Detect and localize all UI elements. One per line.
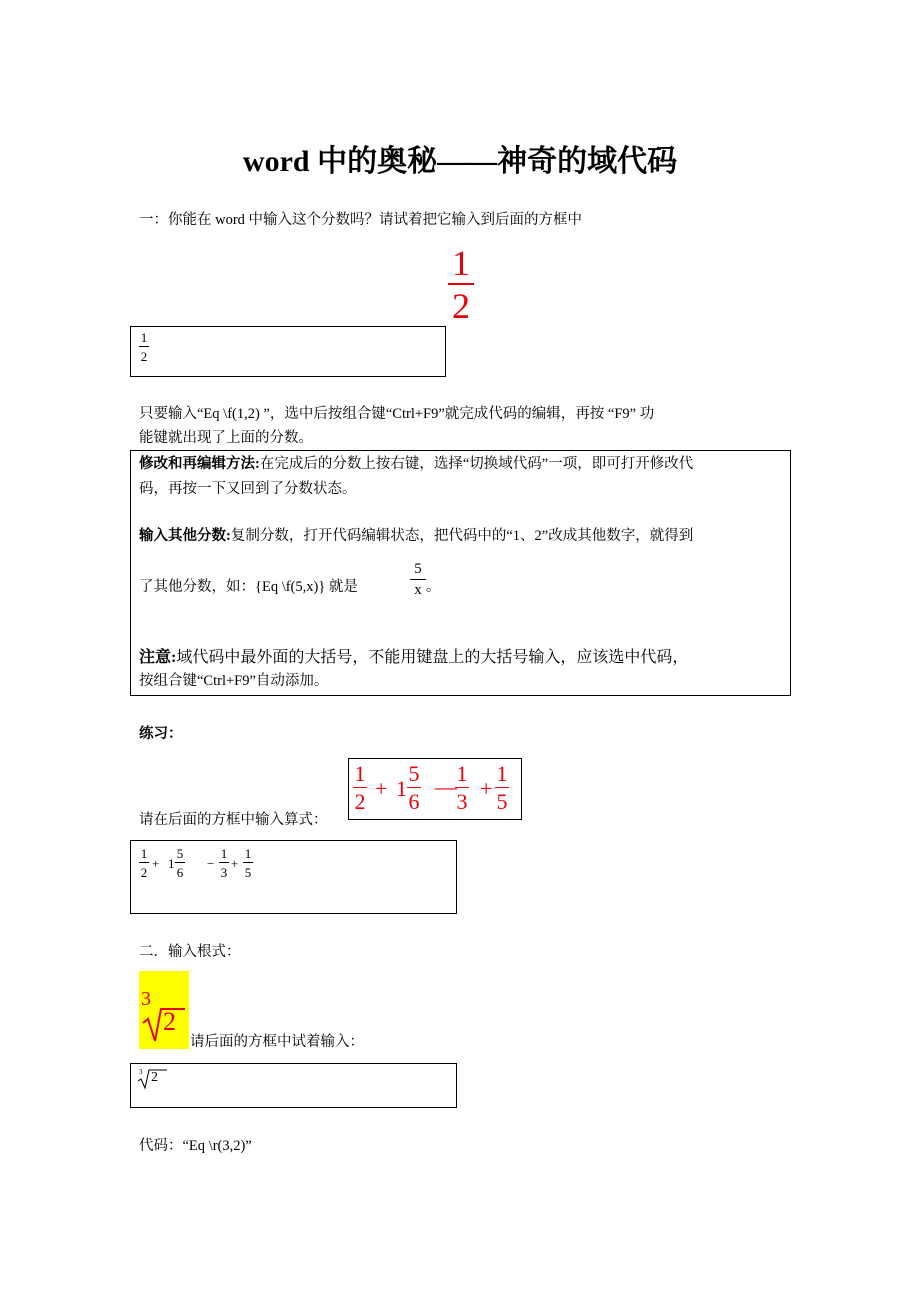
answer-radical-index: 3 [139,1068,143,1076]
note-line1 [139,646,688,670]
radical-answer-box[interactable] [130,1063,457,1108]
answer-radicand: 2 [151,1070,158,1085]
expr-fraction-3 [455,763,469,813]
answer-op-plus-1: + [152,856,160,871]
answer-fraction-denominator: 2 [139,346,149,363]
page-title: word 中的奥秘——神奇的域代码 [242,145,678,178]
note-text: 域代码中最外面的大括号，不能用键盘上的大括号输入，应该选中代码， [176,649,689,666]
expr-whole: 1 [396,776,407,801]
expr-fraction-2 [407,763,421,813]
expr-fraction-1-den: 2 [354,789,366,814]
answer-op-minus: − [207,856,215,871]
edit-tip-line1 [139,452,693,476]
expr-fraction-2-den: 6 [408,789,420,814]
answer-fraction-3 [219,847,229,879]
expr-fraction-1-num: 1 [354,761,366,786]
answer-whole: 1 [168,856,175,871]
edit-tip-heading: 修改和再编辑方法: [139,456,260,472]
answer-fraction-1-num: 1 [140,846,148,861]
answer-fraction-4 [243,847,253,879]
answer-fraction-1 [139,847,149,879]
expr-fraction-2-num: 5 [408,761,420,786]
big-fraction-numerator: 1 [452,243,470,283]
other-tip-heading: 输入其他分数: [139,528,231,544]
answer-fraction-1-den: 2 [139,862,149,879]
answer-fraction [139,331,149,363]
expr-op-plus-2: + [480,776,493,801]
answer-fraction-2-num: 5 [176,846,184,861]
answer-fraction-4-num: 1 [244,846,252,861]
answer-box-fraction[interactable] [130,326,446,377]
explanation-line1: 只要输入“Eq \f(1,2) ”，选中后按组合键“Ctrl+F9”就完成代码的编辑，再按 “F9” 功 [139,406,655,422]
big-fraction [448,245,474,324]
example-fraction-denominator: x [410,579,426,598]
other-tip-text: 复制分数，打开代码编辑状态，把代码中的“1、2”改成其他数字，就得到 [230,528,694,544]
answer-fraction-numerator: 1 [140,330,148,345]
answer-fraction-4-den: 5 [243,862,253,879]
radical-example [139,971,189,1049]
expr-op-plus-1: + [375,776,388,801]
section2-prompt: 请后面的方框中试着输入： [190,1034,364,1050]
expr-fraction-3-num: 1 [456,761,468,786]
other-tip-end: 。 [426,579,441,595]
example-fraction [410,562,426,598]
example-fraction-numerator: 5 [414,561,422,577]
radicand: 2 [163,1007,176,1036]
expr-op-minus: — [435,774,457,799]
big-fraction-denominator: 2 [448,283,474,324]
section1-question: 一：你能在 word 中输入这个分数吗？请试着把它输入到后面的方框中 [139,212,583,228]
expr-fraction-4-den: 5 [496,789,508,814]
edit-tip-line2: 码，再按一下又回到了分数状态。 [139,481,357,497]
practice-answer-box[interactable] [130,840,457,914]
expr-fraction-3-den: 3 [456,789,468,814]
other-tip-line1 [139,524,693,548]
radical-index: 3 [141,988,151,1010]
other-tip-line2 [139,575,358,599]
other-tip-text2: 了其他分数，如：{Eq \f(5,x)} 就是 [139,579,358,595]
answer-fraction-3-num: 1 [220,846,228,861]
answer-op-plus-2: + [231,856,239,871]
answer-fraction-2 [175,847,185,879]
note-heading: 注意: [139,649,177,666]
answer-fraction-2-den: 6 [175,862,185,879]
expr-fraction-4-num: 1 [496,761,508,786]
edit-tip-text: 在完成后的分数上按右键，选择“切换域代码”一项，即可打开修改代 [259,456,694,472]
answer-fraction-3-den: 3 [219,862,229,879]
practice-prompt: 请在后面的方框中输入算式： [139,812,328,828]
note-line2: 按组合键“Ctrl+F9”自动添加。 [139,673,329,689]
section2-heading: 二．输入根式： [139,944,241,960]
expr-fraction-1 [353,763,367,813]
practice-heading: 练习： [139,726,183,742]
practice-expression [348,758,522,820]
expr-fraction-4 [495,763,509,813]
section2-code: 代码：“Eq \r(3,2)” [139,1138,252,1154]
explanation-line2: 能键就出现了上面的分数。 [139,430,313,446]
